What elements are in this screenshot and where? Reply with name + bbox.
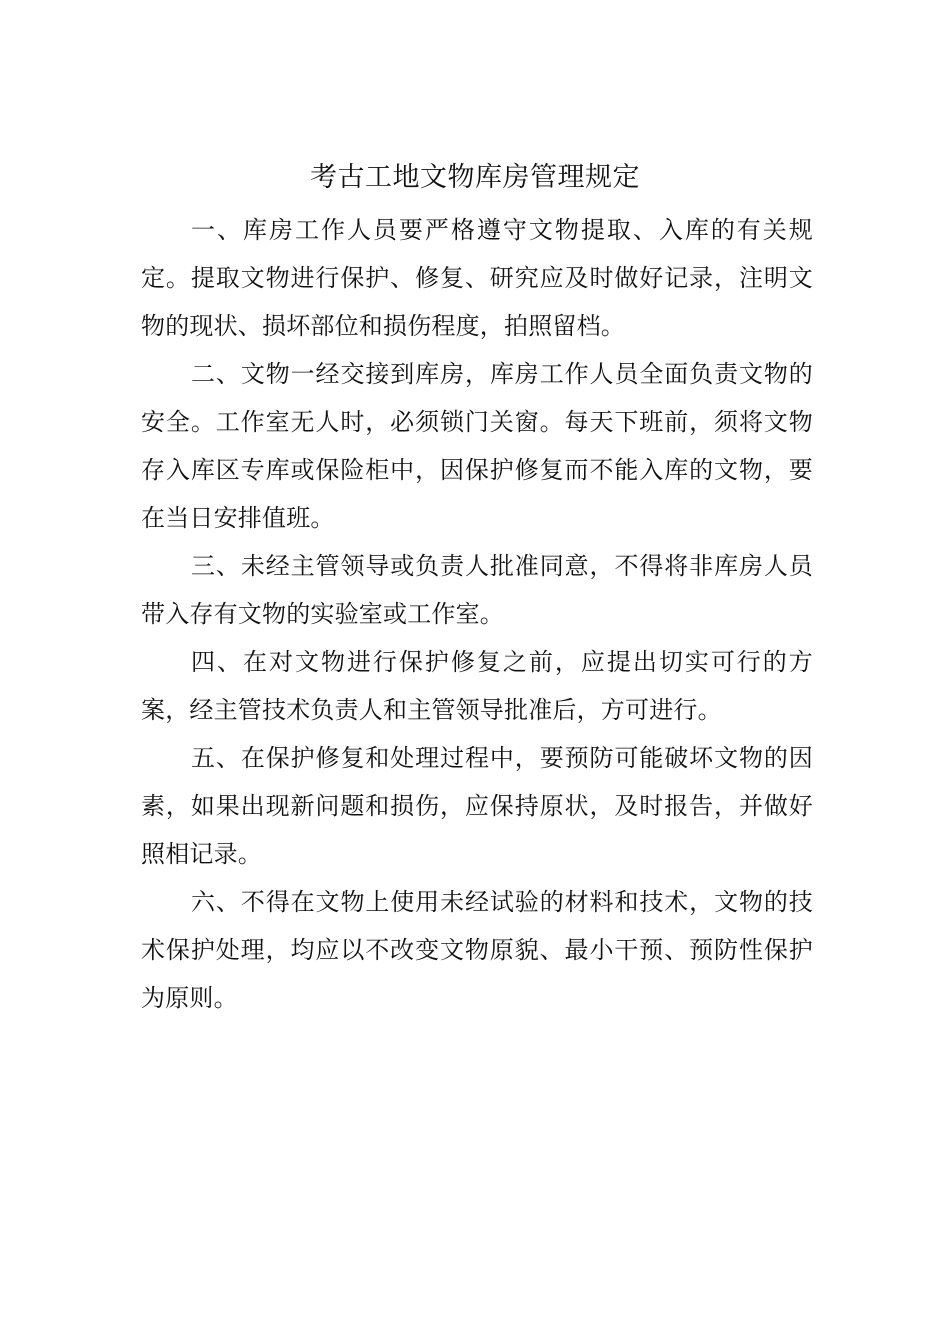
document-body [141,206,813,1022]
clause-2: 二、文物一经交接到库房，库房工作人员全面负责文物的安全。工作室无人时，必须锁门关窗。每天下班前，须将文物存入库区专库或保险柜中，因保护修复而不能入库的文物，要在当日安排值班。 [141,360,813,532]
clause-1: 一、库房工作人员要严格遵守文物提取、入库的有关规定。提取文物进行保护、修复、研究应及时做好记录，注明文物的现状、损坏部位和损伤程度，拍照留档。 [141,216,813,340]
clause-3: 三、未经主管领导或负责人批准同意，不得将非库房人员带入存有文物的实验室或工作室。 [141,552,813,628]
clause-4: 四、在对文物进行保护修复之前，应提出切实可行的方案，经主管技术负责人和主管领导批准后，方可进行。 [141,648,813,724]
document-title: 考古工地文物库房管理规定 [310,162,640,193]
clause-5: 五、在保护修复和处理过程中，要预防可能破坏文物的因素，如果出现新问题和损伤，应保持原状，及时报告，并做好照相记录。 [141,744,813,868]
clause-6: 六、不得在文物上使用未经试验的材料和技术，文物的技术保护处理，均应以不改变文物原貌、最小干预、预防性保护为原则。 [141,888,813,1012]
